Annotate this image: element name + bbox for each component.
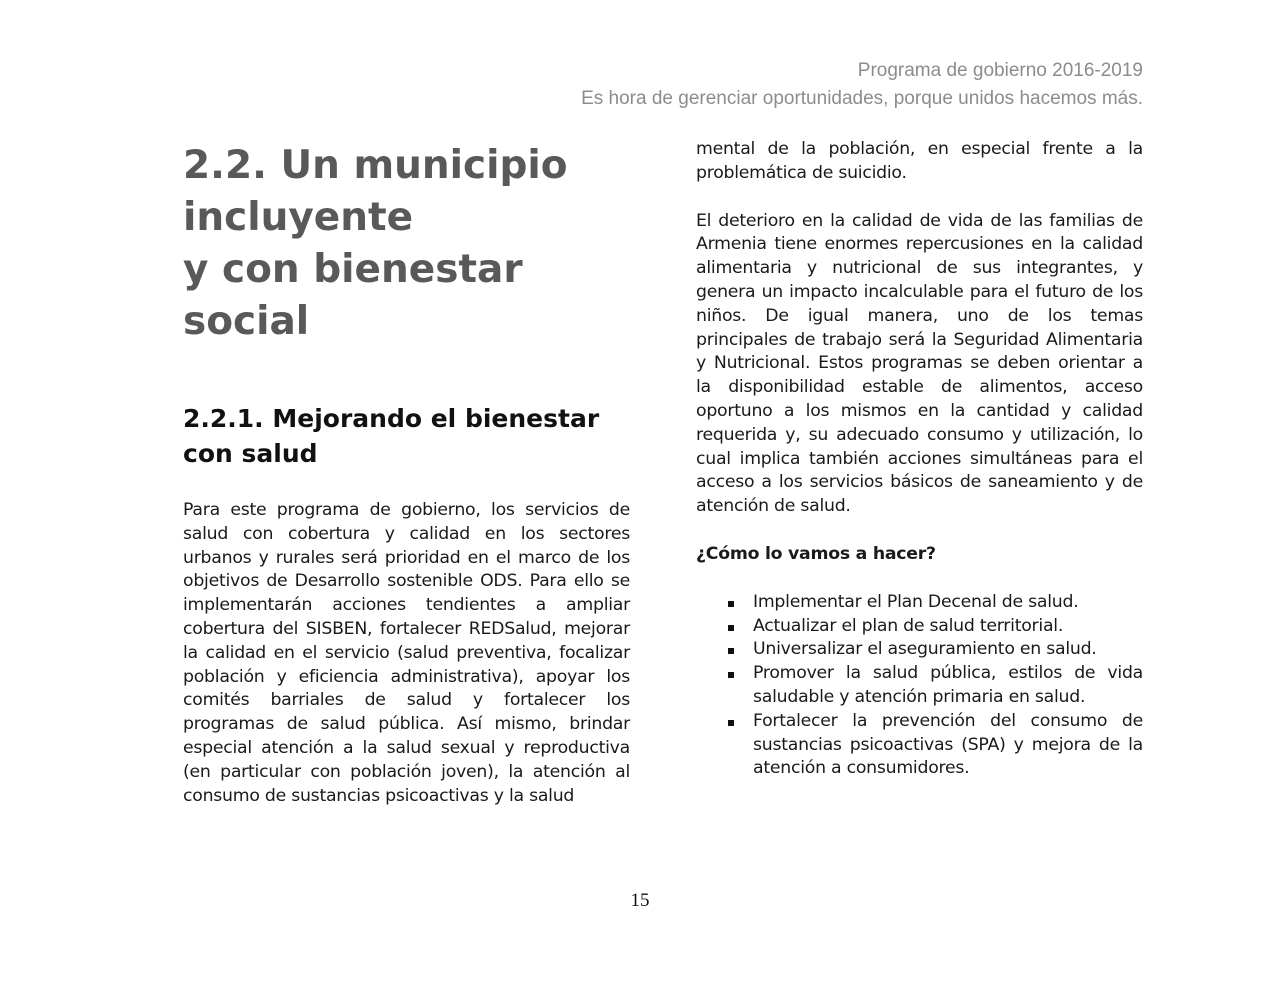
- right-column: [696, 138, 1143, 781]
- page-number: 15: [630, 890, 650, 911]
- square-bullet-icon: [728, 648, 734, 654]
- list-item-text: Actualizar el plan de salud territorial.: [753, 615, 1064, 636]
- header-slogan: Es hora de gerenciar oportunidades, porque unidos hacemos más.: [581, 88, 1143, 109]
- left-column: [183, 140, 630, 808]
- right-paragraph-continuation: mental de la población, en especial frente a la problemática de suicidio.: [696, 139, 1143, 183]
- action-list: [696, 591, 1143, 781]
- section-title-line-4: social: [183, 299, 310, 344]
- header-program-title: Programa de gobierno 2016-2019: [857, 60, 1143, 81]
- list-item-text: Fortalecer la prevención del consumo de sustancias psicoactivas (SPA) y mejora de la atención a consumidores.: [753, 710, 1143, 779]
- square-bullet-icon: [728, 601, 734, 607]
- right-paragraph-nutrition: El deterioro en la calidad de vida de las familias de Armenia tiene enormes repercusiones en la calidad alimentaria y nutricional de sus integrantes, y genera un impacto incalculable para el futuro de los niños. De igual manera, uno de los temas principales de trabajo será la Seguridad Alimentaria y Nutricional. Estos programas se deben orientar a la disponibilidad estable de alimentos, acceso oportuno a los mismos en la cantidad y calidad requerida y, su adecuado consumo y utilización, lo cual implica también acciones simultáneas para el acceso a los servicios básicos de saneamiento y de atención de salud.: [696, 210, 1143, 517]
- square-bullet-icon: [728, 625, 734, 631]
- square-bullet-icon: [728, 672, 734, 678]
- list-item: [696, 615, 1143, 639]
- list-item-text: Implementar el Plan Decenal de salud.: [753, 591, 1079, 612]
- section-title-line-2: incluyente: [183, 195, 414, 240]
- page-header: [581, 57, 1143, 113]
- section-title-line-1: 2.2. Un municipio: [183, 143, 568, 188]
- square-bullet-icon: [728, 720, 734, 726]
- list-item: [696, 638, 1143, 662]
- section-title: [183, 140, 630, 348]
- list-item-text: Universalizar el aseguramiento en salud.: [753, 639, 1097, 660]
- section-title-line-3: y con bienestar: [183, 247, 523, 292]
- list-item: [696, 710, 1143, 781]
- left-paragraph: Para este programa de gobierno, los servicios de salud con cobertura y calidad en los sectores urbanos y rurales será prioridad en el marco de los objetivos de Desarrollo sostenible ODS. Para ello se implementarán acciones tendientes a ampliar cobertura del SISBEN, fortalecer REDSalud, mejorar la calidad en el servicio (salud preventiva, focalizar población y eficiencia administrativa), apoyar los comités barriales de salud y fortalecer los programas de salud pública. Así mismo, brindar especial atención a la salud sexual y reproductiva (en particular con población joven), la atención al consumo de sustancias psicoactivas y la salud: [183, 500, 630, 806]
- list-item: [696, 662, 1143, 710]
- how-heading: ¿Cómo lo vamos a hacer?: [696, 543, 936, 564]
- list-item-text: Promover la salud pública, estilos de vida saludable y atención primaria en salud.: [753, 663, 1143, 707]
- subsection-title: 2.2.1. Mejorando el bienestar con salud: [183, 404, 600, 468]
- list-item: [696, 591, 1143, 615]
